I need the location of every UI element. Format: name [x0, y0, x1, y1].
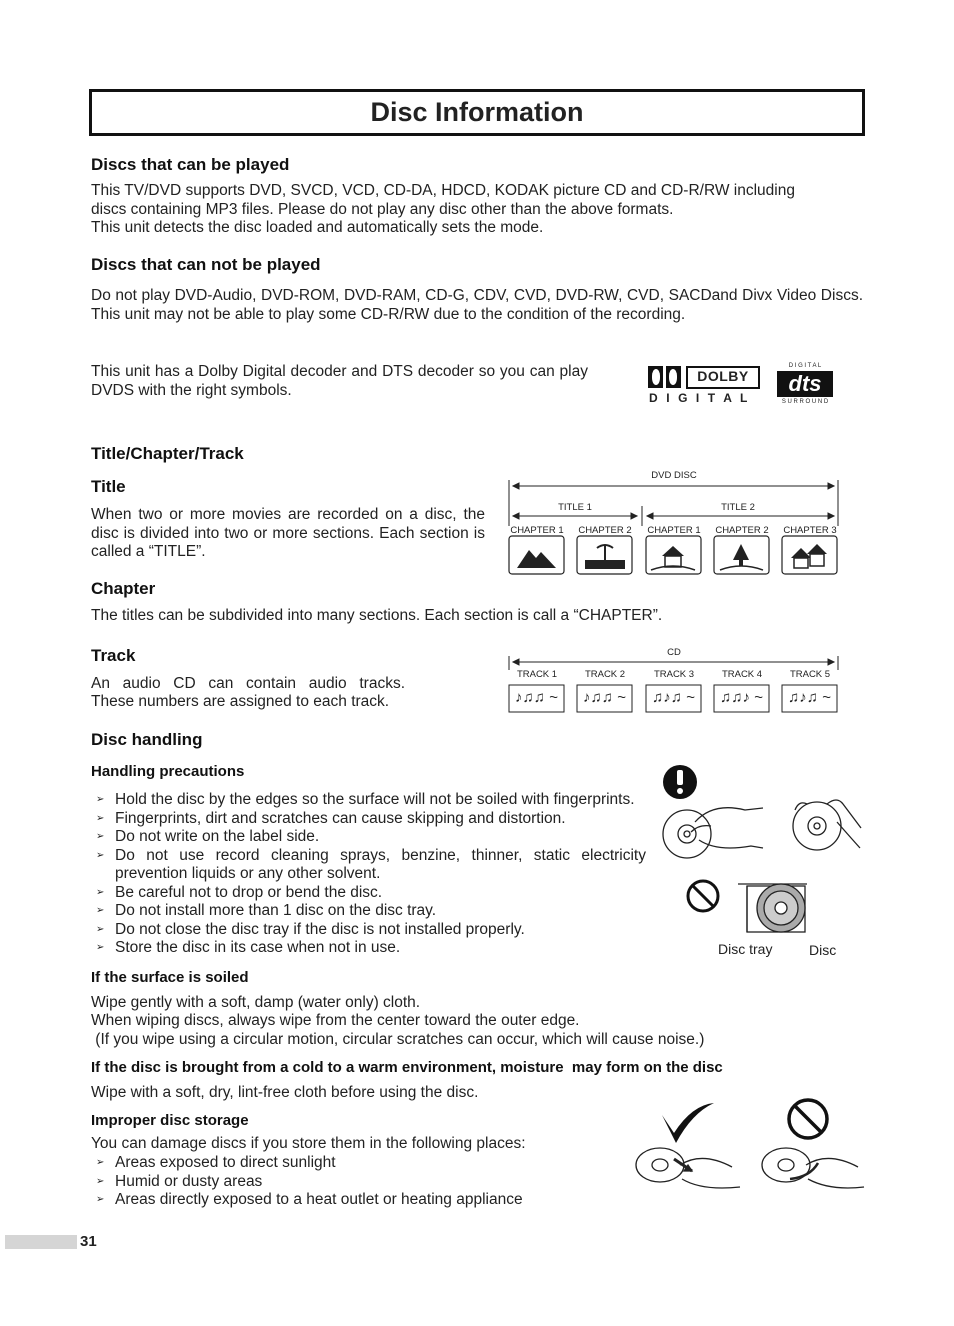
dts-logo	[775, 363, 835, 407]
list-item: ➢ Areas exposed to direct sunlight	[91, 1154, 611, 1173]
cd-structure-diagram	[505, 644, 843, 716]
list-item: ➢ Do not close the disc tray if the disc is not installed properly.	[91, 921, 646, 940]
chapter-body: The titles can be subdivided into many sections. Each section is call a “CHAPTER”.	[91, 607, 663, 624]
prohibited-icon	[789, 1100, 827, 1138]
dts-word: dts	[777, 371, 833, 397]
chapter-label: CHAPTER 2	[578, 525, 632, 536]
disc-tray-label: Disc tray	[718, 941, 773, 957]
dolby-word: DOLBY	[697, 368, 749, 384]
disc-handling-heading: Disc handling	[91, 730, 203, 749]
chapter-label: CHAPTER 3	[783, 525, 837, 536]
playable-line-1: This TV/DVD supports DVD, SVCD, VCD, CD-DA, HDCD, KODAK picture CD and CD-R/RW including	[91, 182, 795, 199]
moisture-body: Wipe with a soft, dry, lint-free cloth before using the disc.	[91, 1084, 479, 1101]
chapter-heading: Chapter	[91, 579, 156, 598]
track-label: TRACK 3	[653, 669, 695, 680]
prohibited-icon	[688, 881, 718, 911]
wiping-illustration	[630, 1095, 870, 1205]
disc-tray-icon	[738, 884, 807, 932]
title-body: When two or more movies are recorded on a disc, the disc is divided into two or more sections. Each section is called a “TITLE”.	[91, 506, 485, 560]
storage-heading: Improper disc storage	[91, 1112, 249, 1129]
cd-label: CD	[667, 647, 681, 658]
chapter-label: CHAPTER 2	[715, 525, 769, 536]
list-item: ➢ Humid or dusty areas	[91, 1173, 611, 1192]
not-playable-body: Do not play DVD-Audio, DVD-ROM, DVD-RAM, CD-G, CDV, CVD, DVD-RW, CVD, SACDand Divx Video Discs. This unit may not be able to play some CD-R/RW due to the condition of the recording.	[91, 287, 863, 323]
hand-holding-disc-icon	[663, 808, 763, 858]
incorrect-wiping-disc-icon	[762, 1148, 864, 1188]
precautions-heading: Handling precautions	[91, 763, 245, 780]
handling-illustration	[655, 760, 865, 960]
track-label: TRACK 2	[584, 669, 626, 680]
soiled-line-3: (If you wipe using a circular motion, circular scratches can occur, which will cause noise.)	[91, 1031, 705, 1048]
track-label: TRACK 5	[789, 669, 831, 680]
disc-label: Disc	[809, 942, 837, 958]
dvd-structure-diagram	[505, 468, 843, 578]
dts-bottom-text: S U R R O U N D	[781, 399, 829, 405]
playable-line-3: This unit detects the disc loaded and automatically sets the mode.	[91, 219, 544, 236]
music-notes-icon: ♫♫♪ ~	[720, 689, 763, 706]
storage-intro: You can damage discs if you store them in the following places:	[91, 1135, 526, 1152]
correct-wiping-disc-icon	[636, 1148, 740, 1188]
dvd-disc-label: DVD DISC	[651, 470, 697, 481]
moisture-heading: If the disc is brought from a cold to a warm environment, moisture may form on the disc	[91, 1059, 723, 1076]
list-item: ➢ Areas directly exposed to a heat outlet or heating appliance	[91, 1191, 611, 1210]
title-2-label: TITLE 2	[721, 502, 755, 513]
track-body-line-1: An audio CD can contain audio tracks.	[91, 675, 405, 692]
list-item: ➢ Do not use record cleaning sprays, benzine, thinner, static electricity prevention liquids or any other solvent.	[91, 847, 646, 884]
list-item: ➢ Do not write on the label side.	[91, 828, 646, 847]
music-notes-icon: ♪♫♫ ~	[583, 689, 626, 706]
page-number-bar	[5, 1235, 77, 1249]
playable-line-2: discs containing MP3 files. Please do not play any disc other than the above formats.	[91, 201, 674, 218]
soiled-heading: If the surface is soiled	[91, 969, 249, 986]
not-playable-heading: Discs that can not be played	[91, 255, 321, 274]
track-body-line-2: These numbers are assigned to each track.	[91, 693, 390, 710]
track-label: TRACK 4	[721, 669, 763, 680]
list-item: ➢ Store the disc in its case when not in use.	[91, 939, 646, 958]
track-heading: Track	[91, 646, 136, 665]
dts-top-text: D I G I T A L	[788, 363, 822, 369]
page-number: 31	[80, 1233, 97, 1250]
list-item: ➢ Hold the disc by the edges so the surface will not be soiled with fingerprints.	[91, 791, 646, 810]
list-item: ➢ Do not install more than 1 disc on the disc tray.	[91, 902, 646, 921]
decoder-body: This unit has a Dolby Digital decoder and DTS decoder so you can play DVDS with the right symbols.	[91, 363, 588, 399]
exclamation-icon	[663, 765, 697, 799]
music-notes-icon: ♫♪♫ ~	[652, 689, 695, 706]
storage-list	[91, 1154, 611, 1210]
hand-holding-disc-edge-icon	[793, 800, 861, 850]
chapter-label: CHAPTER 1	[510, 525, 564, 536]
playable-heading: Discs that can be played	[91, 155, 290, 174]
list-item: ➢ Be careful not to drop or bend the disc.	[91, 884, 646, 903]
soiled-line-1: Wipe gently with a soft, damp (water only) cloth.	[91, 994, 421, 1011]
checkmark-icon	[662, 1103, 714, 1143]
precautions-list	[91, 791, 646, 958]
page-title-box	[89, 89, 865, 136]
soiled-line-2: When wiping discs, always wipe from the center toward the outer edge.	[91, 1012, 580, 1029]
chapter-label: CHAPTER 1	[647, 525, 701, 536]
tct-heading: Title/Chapter/Track	[91, 444, 244, 463]
page-title: Disc Information	[370, 97, 584, 127]
dolby-digital-logo	[647, 365, 762, 407]
music-notes-icon: ♪♫♫ ~	[515, 689, 558, 706]
title-heading: Title	[91, 477, 126, 496]
list-item: ➢ Fingerprints, dirt and scratches can cause skipping and distortion.	[91, 810, 646, 829]
music-notes-icon: ♫♪♫ ~	[788, 689, 831, 706]
dolby-digital-text: D I G I T A L	[649, 391, 750, 405]
track-label: TRACK 1	[516, 669, 558, 680]
title-1-label: TITLE 1	[558, 502, 592, 513]
